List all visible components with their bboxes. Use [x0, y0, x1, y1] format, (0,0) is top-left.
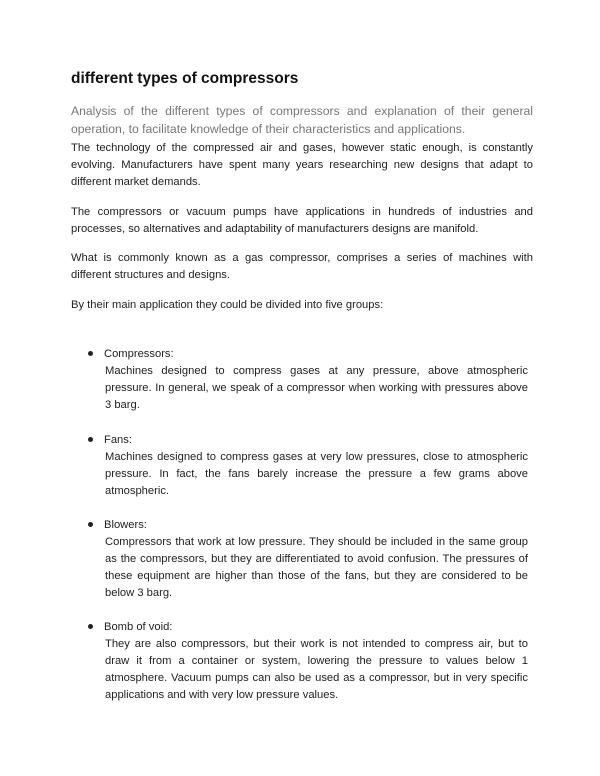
- bullet-icon: [88, 522, 93, 527]
- list-item-heading: [88, 346, 174, 363]
- paragraph-definition: What is commonly known as a gas compressor, comprises a series of machines with different structures and designs.: [71, 252, 533, 281]
- bullet-icon: [88, 437, 93, 442]
- paragraph-applications: The compressors or vacuum pumps have applications in hundreds of industries and processes, so alternatives and adaptability of manufacturers designs are manifold.: [71, 206, 533, 235]
- group-text-fans: Machines designed to compress gases at very low pressures, close to atmospheric pressure. In fact, the fans barely increase the pressure a few grams above atmospheric.: [105, 451, 528, 497]
- list-item-heading: [88, 432, 132, 449]
- group-heading-blowers: Blowers:: [104, 519, 147, 531]
- intro-summary: Analysis of the different types of compressors and explanation of their general operation, to facilitate knowledge of their characteristics and applications.: [71, 104, 533, 136]
- group-heading-fans: Fans:: [104, 434, 132, 446]
- paragraph-groups-intro: By their main application they could be divided into five groups:: [71, 299, 384, 311]
- group-text-bomb-of-void: They are also compressors, but their work is not intended to compress air, but to draw it from a container or system, lowering the pressure to values below 1 atmosphere. Vacuum pumps can also be used as a compressor, but in very specific applications and with very low pressure values.: [105, 638, 528, 701]
- page-title: different types of compressors: [71, 70, 299, 87]
- paragraph-technology: The technology of the compressed air and gases, however static enough, is constantly evolving. Manufacturers have spent many years researching new designs that adapt to different market demands.: [71, 142, 533, 188]
- group-text-blowers: Compressors that work at low pressure. They should be included in the same group as the compressors, but they are differentiated to avoid confusion. The pressures of these equipment are higher than those of the fans, but they are considered to be below 3 barg.: [105, 536, 528, 599]
- bullet-icon: [88, 351, 93, 356]
- bullet-icon: [88, 624, 93, 629]
- list-item-heading: [88, 517, 147, 534]
- group-heading-bomb-of-void: Bomb of void:: [104, 621, 173, 633]
- group-heading-compressors: Compressors:: [104, 348, 174, 360]
- list-item-heading: [88, 619, 172, 636]
- group-text-compressors: Machines designed to compress gases at any pressure, above atmospheric pressure. In general, we speak of a compressor when working with pressures above 3 barg.: [105, 365, 528, 411]
